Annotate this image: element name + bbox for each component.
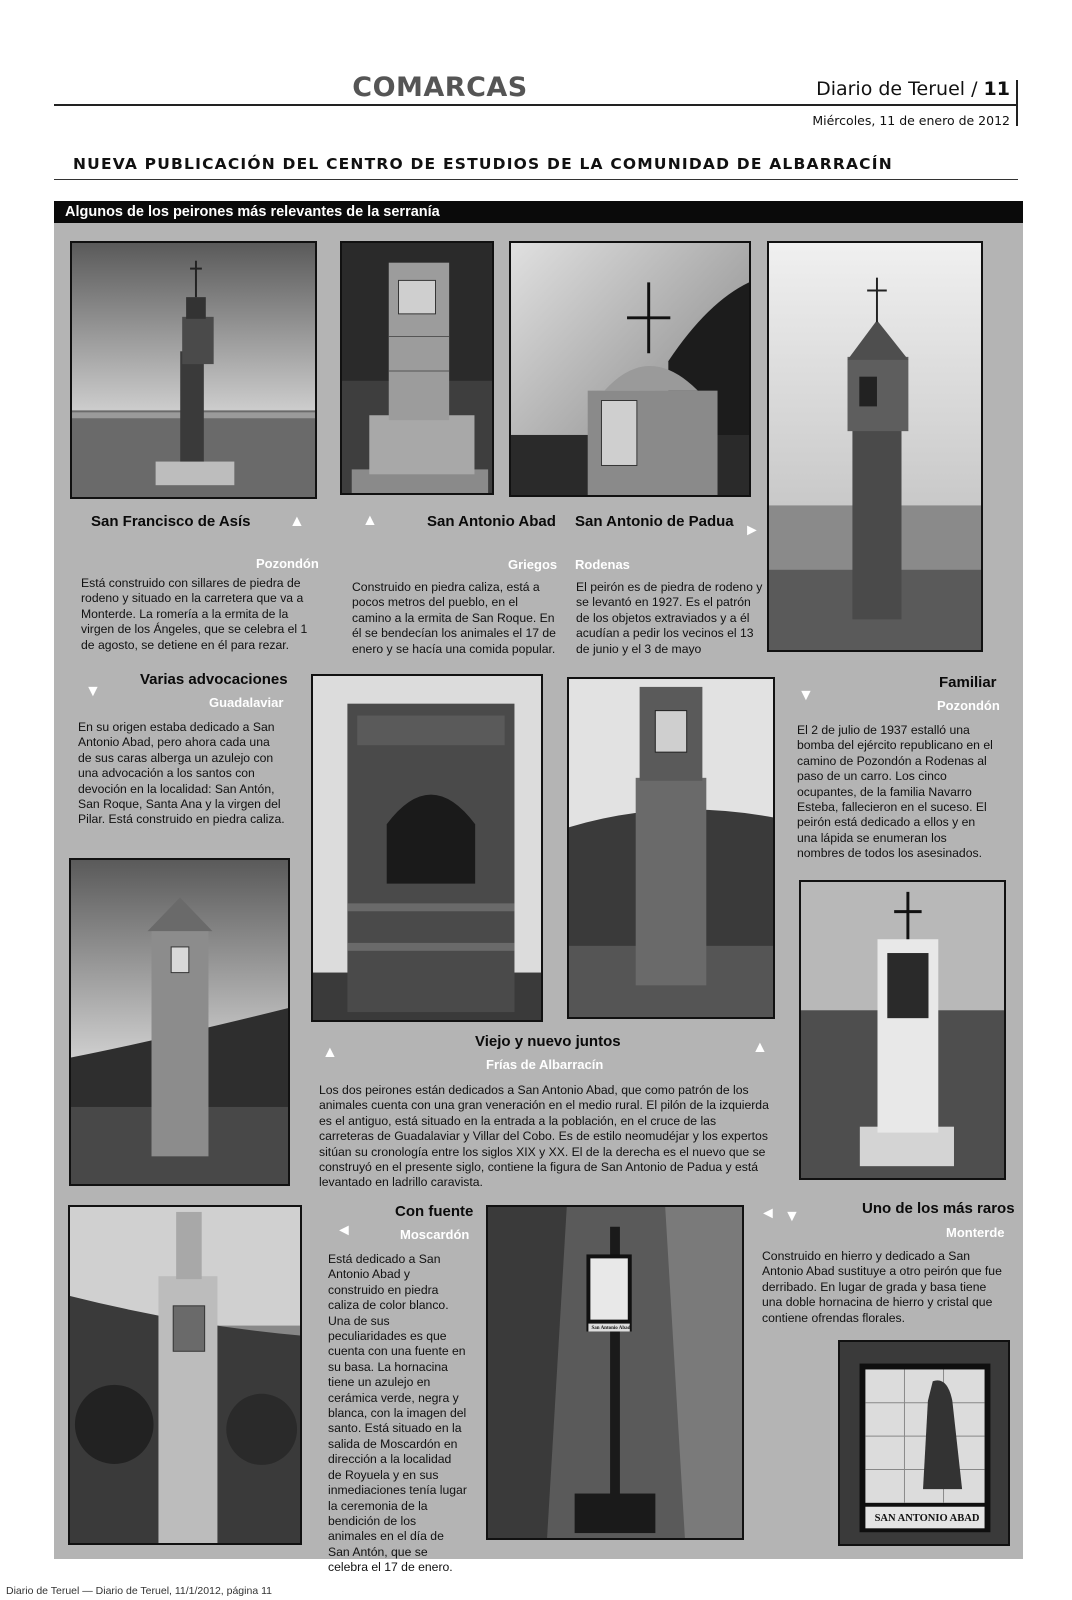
kicker-rule [54,179,1018,180]
caption-place-moscardon: Moscardón [400,1227,470,1242]
photo-nuevo-peiron [567,677,775,1019]
photo-varias-advocaciones [69,858,290,1186]
page-number: 11 [983,78,1010,100]
header-vertical-rule [1016,80,1018,126]
arrow-right-icon: ► [744,522,760,539]
page-separator: / [965,78,984,100]
arrow-down-icon: ▼ [784,1208,800,1225]
caption-text-san-antonio-de-padua: El peirón es de piedra de rodeno y se levantó en 1927. Es el patrón de los objetos extraviados y a él acudían a pedir los vecinos el 13 de junio y el 3 de mayo [576,580,763,656]
box-title: Algunos de los peirones más relevantes de la serranía [54,201,1023,223]
header-rule [54,104,1018,106]
photo-san-antonio-abad-griegos [340,241,494,495]
caption-title-viejo-y-nuevo: Viejo y nuevo juntos [475,1033,621,1050]
caption-text-con-fuente: Está dedicado a San Antonio Abad y construido en piedra caliza de color blanco. Una de sus peculiaridades es que cuenta con una fuente en su basa. La hornacina tiene un azulejo en cerámica verde, negra y blanca, con la imagen del santo. Está situado en la salida de Moscardón en dirección a la localidad de Royuela y en sus inmediaciones tenía lugar la ceremonia de la bendición de los animales en el día de San Antón, que se celebra el 17 de enero. [328,1252,467,1575]
caption-place-pozondon: Pozondón [256,556,319,571]
caption-title-varias-advocaciones: Varias advocaciones [140,671,288,688]
section-title: COMARCAS [352,72,528,103]
page-footer: Diario de Teruel — Diario de Teruel, 11/1/2012, página 11 [6,1585,272,1597]
issue-date: Miércoles, 11 de enero de 2012 [812,113,1010,128]
caption-text-varias-advocaciones: En su origen estaba dedicado a San Antonio Abad, pero ahora cada una de sus caras alberga un azulejo con una advocación a los santos con devoción en la localidad: San Antón, San Roque, Santa Ana y la virgen del Pilar. Está construido en piedra caliza. [78,720,285,827]
arrow-up-icon: ▲ [322,1044,338,1061]
caption-place-rodenas: Rodenas [575,557,630,572]
caption-title-san-antonio-abad: San Antonio Abad [427,513,556,530]
caption-title-con-fuente: Con fuente [395,1203,474,1220]
caption-place-guadalaviar: Guadalaviar [209,695,284,710]
arrow-up-icon: ▲ [362,512,378,529]
photo-uno-de-los-mas-raros [799,880,1006,1180]
arrow-down-icon: ▼ [85,683,101,700]
caption-title-san-antonio-de-padua: San Antonio de Padua [575,513,734,530]
photo-con-fuente [68,1205,302,1545]
caption-title-familiar: Familiar [939,674,997,691]
arrow-up-icon: ▲ [752,1039,768,1056]
kicker-headline: NUEVA PUBLICACIÓN DEL CENTRO DE ESTUDIOS DE LA COMUNIDAD DE ALBARRACÍN [73,155,893,173]
tile-label-large: SAN ANTONIO ABAD [874,1513,980,1524]
masthead [816,78,1010,100]
arrow-up-icon: ▲ [289,513,305,530]
photo-familiar [767,241,983,652]
photo-san-francisco-de-asis [70,241,317,499]
photo-san-antonio-de-padua [509,241,751,497]
caption-text-san-antonio-abad: Construido en piedra caliza, está a pocos metros del pueblo, en el camino a la ermita de San Roque. En él se bendecían los animales el 17 de enero y se hacía una comida popular. [352,580,556,656]
tile-label-small: San Antonio Abad [591,1326,631,1331]
arrow-left-icon: ◄ [336,1222,352,1239]
caption-title-uno-de-los-mas-raros: Uno de los más raros [862,1200,1015,1217]
caption-text-san-francisco: Está construido con sillares de piedra de rodeno y situado en la carretera que va a Monterde. La romería a la ermita de la virgen de los Ángeles, que se celebra el 1 de agosto, se detiene en él para rezar. [81,576,308,652]
caption-place-griegos: Griegos [508,557,558,572]
caption-place-frias: Frías de Albarracín [486,1057,604,1072]
caption-text-viejo-y-nuevo: Los dos peirones están dedicados a San Antonio Abad, que como patrón de los animales cuenta con una gran veneración en el medio rural. El pilón de la izquierda es el antiguo, está situado en la entrada a la población, en el cruce de las carreteras de Guadalaviar y Villar del Cobo. Es de estilo neomudéjar y los expertos sitúan su cronología entre los siglos XIX y XX. El de la derecha es el nuevo que se construyó en el presente siglo, contiene la figura de San Antonio de Padua y está levantado en ladrillo caravista. [319,1083,769,1190]
caption-title-san-francisco: San Francisco de Asís [91,513,251,530]
caption-place-monterde: Monterde [946,1225,1005,1240]
paper-name: Diario de Teruel [816,78,966,100]
arrow-left-icon: ◄ [760,1205,776,1222]
photo-azulejo-san-antonio-abad [838,1340,1010,1546]
caption-text-uno-de-los-mas-raros: Construido en hierro y dedicado a San Antonio Abad sustituye a otro peirón que fue derribado. En lugar de grada y basa tiene una doble hornacina de hierro y cristal que contiene ofrendas florales. [762,1249,1002,1325]
caption-text-familiar: El 2 de julio de 1937 estalló una bomba del ejército republicano en el camino de Pozondón a Rodenas al paso de un carro. Los cinco ocupantes, de la familia Navarro Esteba, fallecieron en el suceso. El peirón está dedicado a ellos y en una lápida se enumeran los nombres de todos los asesinados. [797,723,993,861]
arrow-down-icon: ▼ [798,687,814,704]
caption-place-pozondon-familiar: Pozondón [937,698,1000,713]
photo-monterde-cruz [486,1205,744,1540]
photo-viejo-peiron [311,674,543,1022]
